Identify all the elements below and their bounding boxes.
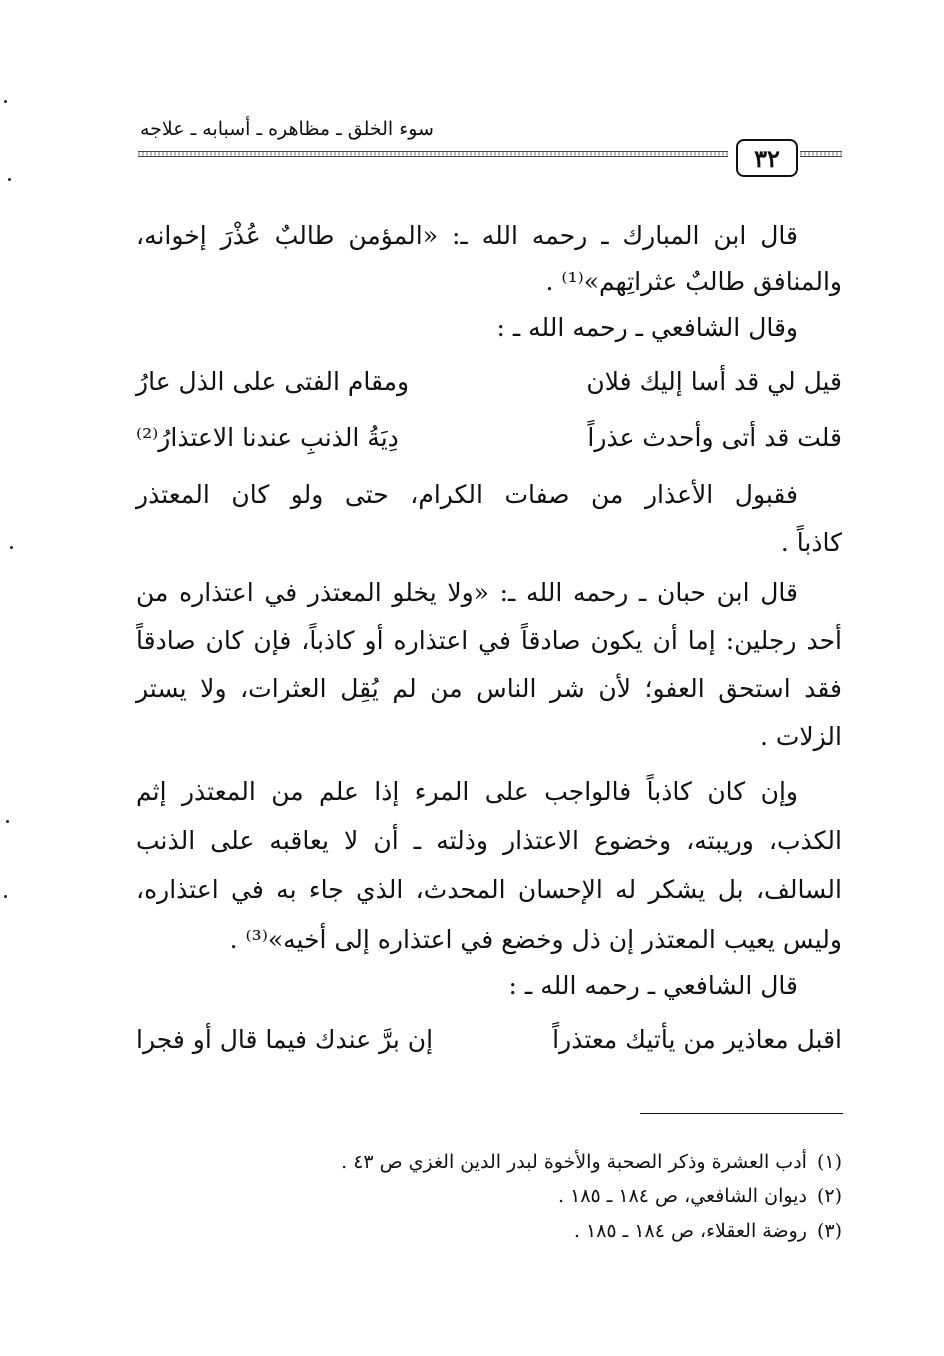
- footnote: [136, 1184, 842, 1208]
- text-line: فقبول الأعذار من صفات الكرام، حتى ولو كان المعتذر: [136, 480, 798, 509]
- scan-speck: [6, 820, 9, 823]
- footnote-text: أدب العشرة وذكر الصحبة والأخوة لبدر الدين الغزي ص ٤٣ .: [341, 1151, 807, 1173]
- scan-speck: [4, 100, 7, 103]
- text-line: وقال الشافعي ـ رحمه الله ـ :: [496, 313, 798, 342]
- scan-speck: [10, 546, 13, 549]
- footnote-number: (٣): [816, 1220, 842, 1242]
- scan-speck: [4, 895, 7, 898]
- text-line: وإن كان كاذباً فالواجب على المرء إذا علم من المعتذر إثم: [136, 777, 798, 806]
- text-line: فقد استحق العفو؛ لأن شر الناس من لم يُقِل العثرات، ولا يستر: [136, 674, 842, 703]
- text-line: قال الشافعي ـ رحمه الله ـ :: [508, 971, 798, 1000]
- text-line: أحد رجلين: إما أن يكون صادقاً في اعتذاره أو كاذباً، فإن كان صادقاً: [136, 626, 842, 655]
- verse-first-hemistich: قيل لي قد أسا إليك فلان: [586, 367, 842, 396]
- verse-second-hemistich: إن برَّ عندك فيما قال أو فجرا: [136, 1025, 434, 1054]
- verse-first-hemistich: اقبل معاذير من يأتيك معتذراً: [552, 1025, 842, 1054]
- header-rule-short: [800, 151, 842, 157]
- verse-second-hemistich: ومقام الفتى على الذل عارُ: [136, 367, 410, 396]
- text-line: السالف، بل يشكر له الإحسان المحدث، الذي جاء به في اعتذاره،: [136, 875, 842, 904]
- header-rule: [138, 151, 728, 157]
- verse-line: [136, 423, 842, 453]
- text-line: وليس يعيب المعتذر إن ذل وخضع في اعتذاره إلى أخيه»⁽³⁾ .: [229, 925, 842, 954]
- verse-line: [136, 367, 842, 397]
- footnote-number: (٢): [816, 1185, 842, 1207]
- text-line: الكذب، وريبته، وخضوع الاعتذار وذلته ـ أن لا يعاقبه على الذنب: [136, 826, 842, 855]
- footnote: [136, 1219, 842, 1243]
- footnote-text: روضة العقلاء، ص ١٨٤ ـ ١٨٥ .: [573, 1220, 807, 1242]
- scan-speck: [8, 178, 11, 181]
- footnote-separator: [640, 1113, 843, 1114]
- verse-line: [136, 1025, 842, 1055]
- footnote-text: ديوان الشافعي، ص ١٨٤ ـ ١٨٥ .: [558, 1185, 807, 1207]
- text-line: كاذباً .: [780, 528, 842, 557]
- text-line: قال ابن المبارك ـ رحمه الله ـ: «المؤمن طالبٌ عُذْرَ إخوانه،: [136, 221, 798, 250]
- running-title: سوء الخلق ـ مظاهره ـ أسبابه ـ علاجه: [140, 118, 434, 140]
- footnote: [136, 1150, 842, 1174]
- page-number: ٣٢: [736, 139, 798, 177]
- text-line: قال ابن حبان ـ رحمه الله ـ: «ولا يخلو المعتذر في اعتذاره من: [136, 578, 798, 607]
- text-line: الزلات .: [759, 722, 842, 751]
- text-line: والمنافق طالبٌ عثراتِهم»⁽¹⁾ .: [545, 267, 842, 296]
- footnote-number: (١): [816, 1151, 842, 1173]
- verse-second-hemistich: دِيَةُ الذنبِ عندنا الاعتذارُ⁽²⁾: [136, 423, 399, 452]
- verse-first-hemistich: قلت قد أتى وأحدث عذراً: [587, 423, 842, 452]
